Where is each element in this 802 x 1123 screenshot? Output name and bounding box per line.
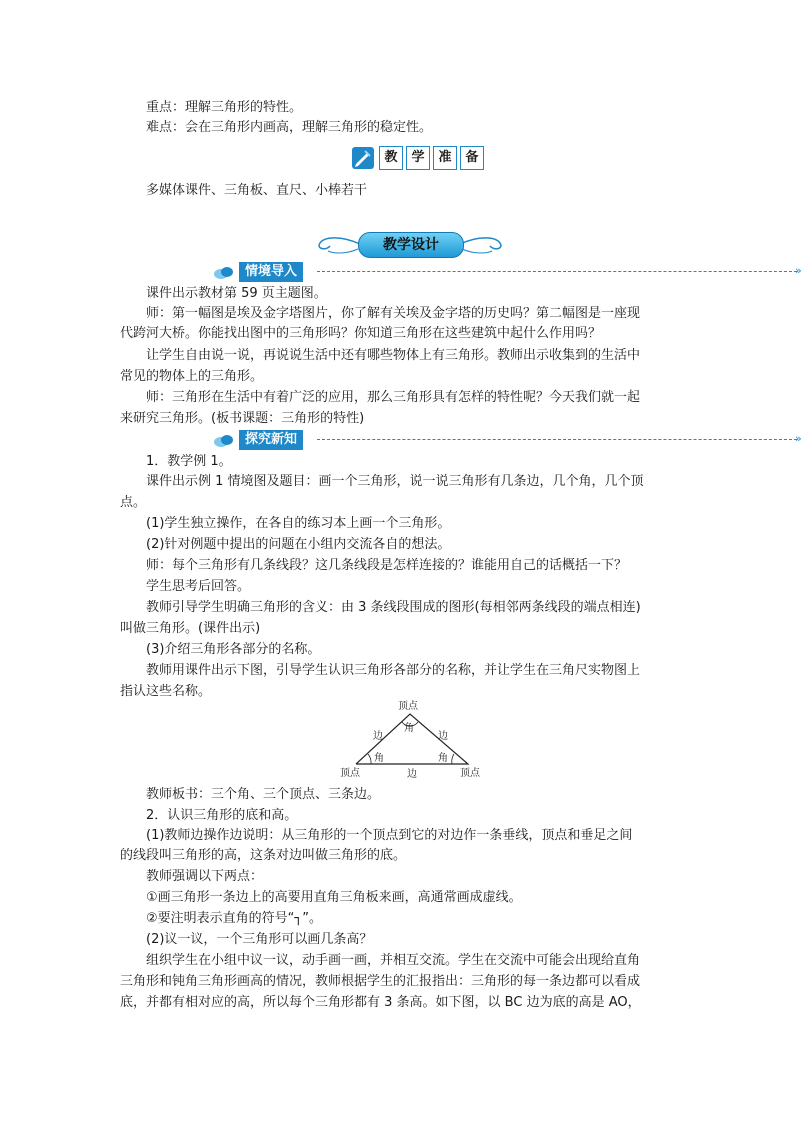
paragraph-line: 叫做三角形。(课件出示) bbox=[120, 621, 261, 636]
triangle-parts-figure bbox=[340, 698, 490, 782]
double-chevron-icon: » bbox=[795, 432, 802, 445]
paragraph-line: 2．认识三角形的底和高。 bbox=[146, 808, 298, 823]
materials: 多媒体课件、三角板、直尺、小棒若干 bbox=[146, 183, 368, 198]
paragraph-line: (3)介绍三角形各部分的名称。 bbox=[146, 642, 321, 657]
paragraph-line: (2)议一议，一个三角形可以画几条高？ bbox=[146, 932, 373, 947]
teaching-prep-banner bbox=[352, 146, 479, 170]
cloud-icon bbox=[213, 432, 235, 448]
paragraph-line: 课件出示教材第 59 页主题图。 bbox=[146, 286, 327, 301]
paragraph-line: 底，并都有相对应的高，所以每个三角形都有 3 条高。如下图，以 BC 边为底的高是 AO， bbox=[120, 995, 641, 1010]
paragraph-line: 指认这些名称。 bbox=[120, 684, 212, 699]
paragraph-line: 代跨河大桥。你能找出图中的三角形吗？你知道三角形在这些建筑中起什么作用吗？ bbox=[120, 326, 602, 341]
paragraph-line: 学生思考后回答。 bbox=[146, 579, 251, 594]
section-title: 探究新知 bbox=[239, 430, 303, 450]
section-header-scenario bbox=[213, 262, 802, 282]
pencil-icon bbox=[352, 147, 374, 169]
teaching-design-title: 教学设计 bbox=[358, 232, 464, 258]
key-point: 重点：理解三角形的特性。 bbox=[146, 100, 303, 115]
right-angle-label: 角 bbox=[438, 753, 448, 764]
paragraph-line: 点。 bbox=[120, 495, 147, 510]
difficulty-point: 难点：会在三角形内画高，理解三角形的稳定性。 bbox=[146, 120, 433, 135]
paragraph-line: (1)学生独立操作，在各自的练习本上画一个三角形。 bbox=[146, 516, 451, 531]
paragraph-line: 教师用课件出示下图，引导学生认识三角形各部分的名称，并让学生在三角尺实物图上 bbox=[146, 663, 641, 678]
paragraph-line: (1)教师边操作边说明：从三角形的一个顶点到它的对边作一条垂线，顶点和垂足之间 bbox=[146, 828, 633, 843]
paragraph-line: 的线段叫三角形的高，这条对边叫做三角形的底。 bbox=[120, 848, 407, 863]
paragraph-line: ②要注明表示直角的符号“┐”。 bbox=[146, 911, 322, 926]
prep-banner-char: 学 bbox=[406, 146, 430, 170]
top-vertex-label: 顶点 bbox=[398, 701, 418, 712]
right-side-label: 边 bbox=[438, 731, 448, 742]
left-side-label: 边 bbox=[373, 731, 383, 742]
paragraph-line: 教师强调以下两点： bbox=[146, 869, 264, 884]
paragraph-line: 师：三角形在生活中有着广泛的应用，那么三角形具有怎样的特性呢？今天我们就一起 bbox=[146, 390, 641, 405]
paragraph-line: 教师引导学生明确三角形的含义：由 3 条线段围成的图形(每相邻两条线段的端点相连) bbox=[146, 600, 641, 615]
prep-banner-char: 教 bbox=[379, 146, 403, 170]
section-header-explore bbox=[213, 430, 802, 450]
left-angle-arc bbox=[368, 754, 371, 764]
left-vertex-label: 顶点 bbox=[340, 768, 360, 779]
paragraph-line: (2)针对例题中提出的问题在小组内交流各自的想法。 bbox=[146, 537, 451, 552]
section-title: 情境导入 bbox=[239, 262, 303, 282]
right-angle-arc bbox=[452, 754, 454, 764]
right-vertex-label: 顶点 bbox=[460, 768, 480, 779]
paragraph-line: 师：第一幅图是埃及金字塔图片，你了解有关埃及金字塔的历史吗？第二幅图是一座现 bbox=[146, 306, 641, 321]
dashed-divider bbox=[317, 439, 797, 440]
paragraph-line: 来研究三角形。(板书课题：三角形的特性) bbox=[120, 411, 365, 426]
paragraph-line: 教师板书：三个角、三个顶点、三条边。 bbox=[146, 787, 381, 802]
prep-banner-char: 准 bbox=[433, 146, 457, 170]
dashed-divider bbox=[317, 271, 797, 272]
teaching-design-banner bbox=[310, 229, 510, 259]
left-angle-label: 角 bbox=[374, 753, 384, 764]
double-chevron-icon: » bbox=[795, 264, 802, 277]
paragraph-line: 三角形和钝角三角形画高的情况，教师根据学生的汇报指出：三角形的每一条边都可以看成 bbox=[120, 974, 641, 989]
cloud-icon bbox=[213, 264, 235, 280]
paragraph-line: 课件出示例 1 情境图及题目：画一个三角形，说一说三角形有几条边，几个角，几个顶 bbox=[146, 474, 644, 489]
paragraph-line: 1．教学例 1。 bbox=[146, 454, 232, 469]
top-angle-label: 角 bbox=[404, 723, 414, 734]
paragraph-line: 师：每个三角形有几条线段？这几条线段是怎样连接的？谁能用自己的话概括一下？ bbox=[146, 558, 628, 573]
paragraph-line: 让学生自由说一说，再说说生活中还有哪些物体上有三角形。教师出示收集到的生活中 bbox=[146, 348, 641, 363]
paragraph-line: 组织学生在小组中议一议，动手画一画，并相互交流。学生在交流中可能会出现给直角 bbox=[146, 953, 641, 968]
prep-banner-char: 备 bbox=[460, 146, 484, 170]
paragraph-line: ①画三角形一条边上的高要用直角三角板来画，高通常画成虚线。 bbox=[146, 890, 522, 905]
bottom-side-label: 边 bbox=[407, 769, 417, 780]
paragraph-line: 常见的物体上的三角形。 bbox=[120, 369, 264, 384]
